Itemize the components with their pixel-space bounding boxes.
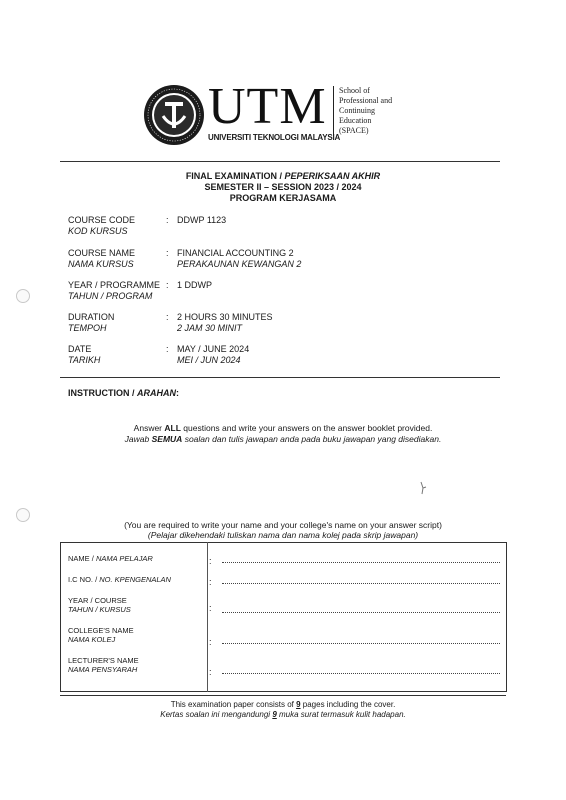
- name-label: [68, 554, 153, 563]
- ic-label: [68, 575, 171, 584]
- date-value-ms: MEI / JUN 2024: [177, 355, 241, 365]
- year-course-field[interactable]: [222, 611, 500, 613]
- duration-label: DURATION: [68, 312, 115, 322]
- utm-emblem-icon: [143, 84, 205, 146]
- colon: :: [166, 215, 169, 225]
- form-note-ms: (Pelajar dikehendaki tuliskan nama dan nama kolej pada skrip jawapan): [147, 530, 419, 540]
- colon: :: [166, 280, 169, 290]
- instruction-title-en: INSTRUCTION /: [68, 388, 135, 398]
- course-code-label-ms: KOD KURSUS: [68, 226, 128, 236]
- colon: :: [166, 248, 169, 258]
- year-programme-label: YEAR / PROGRAMME: [68, 280, 161, 290]
- instruction-en: [0, 423, 566, 434]
- instruction-title: [68, 388, 179, 399]
- school-name: [339, 86, 409, 136]
- university-name: UNIVERSITI TEKNOLOGI MALAYSIA: [208, 133, 341, 142]
- name-label-ms: NAMA PELAJAR: [95, 554, 153, 563]
- college-name-field[interactable]: [222, 642, 500, 644]
- year-programme-label-ms: TAHUN / PROGRAM: [68, 291, 153, 301]
- course-name-value: FINANCIAL ACCOUNTING 2: [177, 248, 294, 258]
- colon: :: [209, 667, 212, 677]
- page-count-number-ms: 9: [272, 710, 277, 719]
- instruction-en-bold: ALL: [164, 423, 181, 433]
- year-course-label: YEAR / COURSE: [68, 596, 127, 605]
- name-label-en: NAME /: [68, 554, 94, 563]
- page-count-ms-text: Kertas soalan ini mengandungi: [160, 710, 271, 719]
- ic-field[interactable]: [222, 582, 500, 584]
- form-bottom-rule: [60, 695, 506, 696]
- course-name-label: COURSE NAME: [68, 248, 136, 258]
- school-line: Education: [339, 116, 372, 125]
- duration-value-ms: 2 JAM 30 MINIT: [177, 323, 243, 333]
- page-count-number: 9: [296, 700, 301, 709]
- logo-divider: [333, 86, 334, 136]
- instruction-ms-text: Jawab: [124, 434, 150, 444]
- punch-hole-top: [16, 289, 30, 303]
- course-code-label: COURSE CODE: [68, 215, 136, 225]
- college-name-label-ms: NAMA KOLEJ: [68, 635, 116, 644]
- page-count-ms: [0, 710, 566, 720]
- colon: :: [209, 556, 212, 566]
- instruction-en-text: Answer: [133, 423, 163, 433]
- page-count-en-text: This examination paper consists of: [170, 700, 294, 709]
- school-line: (SPACE): [339, 126, 369, 135]
- page-count-en: [0, 700, 566, 710]
- instruction-ms: [0, 434, 566, 445]
- exam-program: PROGRAM KERJASAMA: [229, 193, 337, 203]
- exam-semester: SEMESTER II – SESSION 2023 / 2024: [204, 182, 362, 192]
- year-programme-value: 1 DDWP: [177, 280, 213, 290]
- school-line: Continuing: [339, 106, 376, 115]
- page-count-ms-text: muka surat termasuk kulit hadapan.: [279, 710, 406, 719]
- date-label: DATE: [68, 344, 92, 354]
- lecturer-name-field[interactable]: [222, 672, 500, 674]
- school-line: School of: [339, 86, 370, 95]
- student-info-divider: [207, 542, 208, 692]
- utm-wordmark: UTM: [208, 78, 327, 135]
- exam-title-en: FINAL EXAMINATION /: [185, 171, 282, 181]
- name-field[interactable]: [222, 561, 500, 563]
- duration-label-ms: TEMPOH: [68, 323, 107, 333]
- lecturer-name-label-ms: NAMA PENSYARAH: [68, 665, 138, 674]
- course-name-value-ms: PERAKAUNAN KEWANGAN 2: [177, 259, 302, 269]
- page-count-en-text: pages including the cover.: [302, 700, 396, 709]
- colon: :: [209, 603, 212, 613]
- ic-label-ms: NO. KPENGENALAN: [99, 575, 171, 584]
- instruction-ms-text: soalan dan tulis jawapan anda pada buku jawapan yang disediakan.: [184, 434, 442, 444]
- colon: :: [209, 577, 212, 587]
- colon: :: [166, 312, 169, 322]
- course-name-label-ms: NAMA KURSUS: [68, 259, 134, 269]
- pen-mark-icon: [418, 481, 428, 495]
- lecturer-name-label: LECTURER'S NAME: [68, 656, 139, 665]
- colon: :: [209, 637, 212, 647]
- exam-title-ms: PEPERIKSAAN AKHIR: [284, 171, 381, 181]
- details-rule: [60, 377, 500, 378]
- instruction-title-ms: ARAHAN: [137, 388, 177, 398]
- date-value: MAY / JUNE 2024: [177, 344, 250, 354]
- instruction-ms-bold: SEMUA: [151, 434, 183, 444]
- school-line: Professional and: [339, 96, 393, 105]
- instruction-en-text: questions and write your answers on the answer booklet provided.: [183, 423, 433, 433]
- ic-label-en: I.C NO. /: [68, 575, 98, 584]
- exam-title: [0, 171, 566, 182]
- date-label-ms: TARIKH: [68, 355, 101, 365]
- college-name-label: COLLEGE'S NAME: [68, 626, 134, 635]
- header-rule: [60, 161, 500, 162]
- colon: :: [166, 344, 169, 354]
- instruction-title-colon: :: [176, 388, 180, 398]
- course-code-value: DDWP 1123: [177, 215, 227, 225]
- year-course-label-ms: TAHUN / KURSUS: [68, 605, 131, 614]
- duration-value: 2 HOURS 30 MINUTES: [177, 312, 273, 322]
- form-note-en: (You are required to write your name and your college's name on your answer script): [124, 520, 442, 530]
